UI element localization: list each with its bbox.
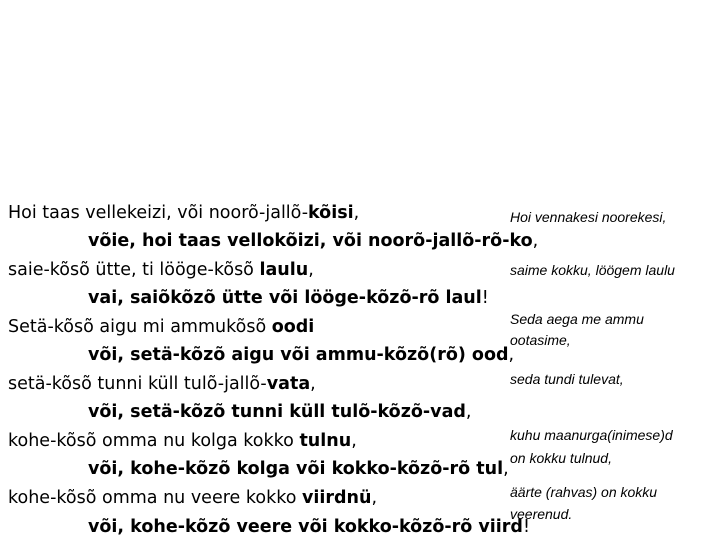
verse-keyword: laulu: [259, 260, 309, 280]
verse-refrain: võie, hoi taas vellokõizi, või noorõ-jallõ-rõ-ko: [88, 231, 533, 251]
verse-punct: ,: [371, 488, 378, 508]
verse-text: Hoi taas vellekeizi, või noorõ-jallõ-: [8, 203, 309, 223]
verse-keyword: oodi: [271, 317, 315, 337]
translation-5b: on kokku tulnud,: [510, 450, 612, 466]
verse-refrain: või, kohe-kõzõ kolga või kokko-kõzõ-rõ tul: [88, 459, 504, 479]
verse-punct: !: [522, 517, 530, 537]
verse-line-10: [88, 459, 509, 479]
verse-refrain: või, kohe-kõzõ veere või kokko-kõzõ-rõ viird: [88, 517, 523, 537]
verse-text: Setä-kõsõ aigu mi ammukõsõ: [8, 317, 272, 337]
verse-punct: !: [481, 288, 489, 308]
verse-punct: ,: [532, 231, 539, 251]
translation-2: saime kokku, löögem laulu: [510, 262, 675, 278]
translation-6b: veerenud.: [510, 506, 573, 522]
verse-line-3: [8, 260, 314, 280]
verse-line-7: [8, 374, 316, 394]
verse-line-5: [8, 317, 314, 337]
verse-line-8: [88, 402, 472, 422]
verse-line-2: [88, 231, 538, 251]
verse-line-11: [8, 488, 377, 508]
translation-6a: äärte (rahvas) on kokku: [510, 484, 658, 500]
verse-refrain: või, setä-kõzõ tunni küll tulõ-kõzõ-vad: [88, 402, 466, 422]
verse-line-4: [88, 288, 489, 308]
verse-punct: ,: [508, 345, 515, 365]
verse-keyword: tulnu: [299, 431, 352, 451]
translation-3b: ootasime,: [510, 332, 571, 348]
verse-line-1: [8, 203, 359, 223]
verse-punct: ,: [503, 459, 509, 479]
verse-line-6: [88, 345, 514, 365]
verse-refrain: vai, saiõkõzõ ütte või lööge-kõzõ-rõ laul: [88, 288, 482, 308]
verse-line-9: [8, 431, 357, 451]
translation-4: seda tundi tulevat,: [510, 371, 624, 387]
translation-1: Hoi vennakesi noorekesi,: [510, 209, 667, 225]
verse-punct: ,: [351, 431, 357, 451]
verse-keyword: viirdnü: [302, 488, 372, 508]
verse-punct: ,: [465, 402, 472, 422]
verse-line-12: [88, 517, 530, 537]
verse-punct: ,: [310, 374, 316, 394]
verse-text: setä-kõsõ tunni küll tulõ-jallõ-: [8, 374, 267, 394]
verse-keyword: kõisi: [308, 203, 354, 223]
translation-5a: kuhu maanurga(inimese)d: [510, 427, 673, 443]
verse-text: kohe-kõsõ omma nu veere kokko: [8, 488, 302, 508]
verse-refrain: või, setä-kõzõ aigu või ammu-kõzõ(rõ) ood: [88, 345, 509, 365]
verse-text: kohe-kõsõ omma nu kolga kokko: [8, 431, 300, 451]
verse-punct: ,: [353, 203, 360, 223]
verse-text: saie-kõsõ ütte, ti lööge-kõsõ: [8, 260, 260, 280]
translation-3a: Seda aega me ammu: [510, 311, 644, 327]
verse-keyword: vata: [266, 374, 311, 394]
verse-punct: ,: [308, 260, 314, 280]
